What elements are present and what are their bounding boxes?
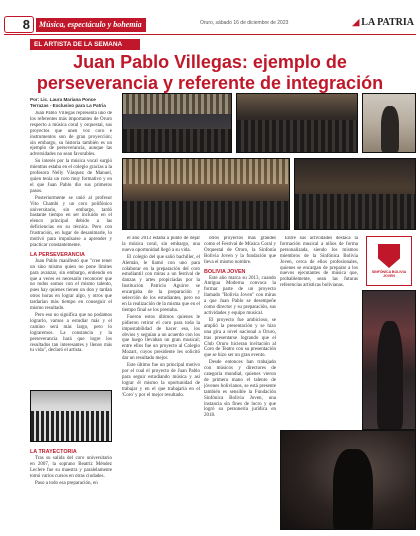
- section-title: Música, espectáculo y bohemia: [36, 18, 146, 32]
- conductor-portrait-photo: [362, 290, 416, 430]
- conductor-closeup-figure: [333, 449, 373, 530]
- subheading: LA PERSEVERANCIA: [30, 251, 85, 258]
- musicians-silhouette: [295, 194, 415, 229]
- conductor-figure: [377, 321, 403, 429]
- logo-text: SINFÓNICA BOLIVIA JOVEN: [371, 270, 407, 278]
- stage-lights: [123, 94, 231, 114]
- concert-hall-photo: [122, 158, 290, 230]
- sinfonica-logo: [366, 236, 412, 286]
- paragraph: otros proyectos más grandes como el Festival de Música Coral y Orquestal de Oruro, la Sinfonía Bolivia Joven y la fundación que lleva el mismo nombre.: [204, 236, 276, 265]
- hall-audience: [123, 201, 289, 229]
- orchestra-silhouette: [237, 120, 357, 152]
- paragraph: Posteriormente se unió al profesor Vito Chambi y un coro polifónico universitario, sin embargo, tardó bastante tiempo en ser incluido en el elenco principal debido a las deficiencias en su técnica. Pero con frustración, en lugar de desanimarle, lo motivó para impulsarse a aprender y practicar constantemente.: [30, 195, 112, 248]
- article-column-3: [204, 236, 276, 530]
- article-column-1: [30, 111, 112, 389]
- conductor-orchestra-photo: [294, 158, 416, 230]
- paragraph: El proyecto fue ambicioso, se amplió la presentación y se hizo una gira a nivel nacional a Oruro, tras presentarse logrando que el Club Oruro hicieran invitación al Coro de Teatro con su presentación que se hizo ser un gran evento.: [204, 317, 276, 359]
- paragraph: Desde entonces han trabajado con músicos y directores de categoría mundial, quienes vieron de primera mano el talento de jóvenes bolivianos, se está presente también es sensible la Fundación Sinfónica Bolivia Joven, una instancia sin fines de lucro y que logró su personería jurídica en 2018.: [204, 360, 276, 419]
- byline: Por: Lic. Laura Mariana Ponce Terrazas - Exclusivo para La Patria: [30, 97, 106, 108]
- subheading: LA TRAYECTORIA: [30, 449, 77, 455]
- article-column-2: [122, 236, 200, 530]
- paragraph: El colegio del que salió bachiller, el Alemán, le llamó con uno para colaborar en la preparación del coro estudiantil con miras a un festival de danzas y artes propiciadas por la Institución Patricio Aguirre se encargaba de la preparación y selección de los estudiantes, pero no en la realización de la misma que en el tiempo final se los prestaba.: [122, 254, 200, 313]
- paragraph: Fueron estos últimos quienes le pidieron retirar el coro para toda la impostabilidad de hacer eso, los obvios y seguían a un acuerdo con los que luego llevaban un gran musical; entre ellos fue un proyecto al Colegio Mozart, cuyos presidente les solicitó dar un resultado mejor.: [122, 314, 200, 362]
- soloist-photo: [362, 93, 416, 153]
- choir-stage-photo: [122, 93, 232, 153]
- paragraph: el año 2013 estaba a punto de dejar la música coral, sin embargo, una nueva oportunidad llegó a su vida.: [122, 236, 200, 253]
- paragraph: Juan Pablo Villegas representa uno de los referentes más importantes de Oruro respecto a música coral y orquestal, sus proyectos que unen voz coro e instrumentos son de gran proyección; sin embargo, su historia también es un ejemplo de perseverancia, aunque las adversidades no sean favorables.: [30, 111, 112, 158]
- hall-stage: [123, 159, 289, 184]
- soloist-figure: [381, 106, 399, 152]
- conductor-closeup-photo: [280, 430, 416, 530]
- subheading: BOLIVIA JOVEN: [204, 268, 246, 275]
- choir-group-photo: [30, 390, 112, 442]
- article-column-4: [280, 236, 358, 426]
- shield-icon: [378, 244, 400, 268]
- headline: Juan Pablo Villegas: ejemplo de perseverancia y referente de integración: [36, 52, 384, 93]
- paragraph: Pero eso no significa que no podamos lograrlo, vamos a estudiar más y el camino será más largo, pero lo lograremos. La constancia y la perseverancia hará que logre los resultados tan interesantes y llenos más tu vida", declaró el artista.: [30, 313, 112, 354]
- choir-silhouette: [31, 411, 111, 441]
- paragraph: Este año marca su 2013, cuando Antigua Moderna convoca la formar parte de un proyecto llamado "Bolivia Joven" con miras a que Juan Pablo se desempeñe como director y su preparación, sus actividades y equipo musical.: [204, 275, 276, 316]
- paragraph: Juan Pablo manifestó que "cree tener un sino mismo quien no pone límites para avanzar, sin embargo, entiendo en que a veces es necesario reconocer que no todos somos con el mismo talento, pues hay quienes tienen un don y tardan otros horas en lograr algo, y otros que tardarían más tiempo en conseguir el mismo resultado.: [30, 258, 112, 312]
- page-number-box: [4, 16, 34, 33]
- paragraph: Este último fue un principal motivo por el cual el proyecto de Juan Pablo para seguir estudiando música y así lograr él mismo la oportunidad de trabajar y en el que trabajaría en el 'Coro' y por el mejor resultado.: [122, 363, 200, 398]
- article-column-1b: [30, 446, 112, 530]
- kicker-label: EL ARTISTA DE LA SEMANA: [30, 39, 140, 50]
- audience-silhouette: [123, 129, 231, 152]
- paragraph: Paso a todo esa preparación, en: [35, 480, 98, 486]
- paragraph: Su interés por la música vocal surgió mientras estaba en el colegio gracias a la profesora Nelly Vásquez de Manuel, quien tenía un coro muy formativo y en el que Juan Pablo dio sus primeros pasos.: [30, 159, 112, 194]
- brand-logo: [352, 17, 414, 28]
- paragraph: Entre sus actividades destaca la formación musical a niños de forma personalizada, siendo los mismos miembros de la Sinfónica Bolivia Joven, cerca de ellos profesionales, quienes se encargan de preparar a los nuevos ejecutantes de música que, probablemente, sean las futuras referencias artísticas bolivianas.: [280, 236, 358, 289]
- page-number: 8: [22, 17, 30, 32]
- date-line: Oruro, sábado 16 de diciembre de 2023: [200, 20, 289, 26]
- orchestra-photo: [236, 93, 358, 153]
- page-header: [0, 0, 420, 36]
- header-rule: [4, 34, 416, 35]
- paragraph: Tras su salida del coro universitario en 2007, la soprano Beatriz Méndez Leclere fue su maestra y paralelamente tomó varios cursos en otras ciudades.: [30, 456, 112, 479]
- brand-name: LA PATRIA: [361, 17, 414, 28]
- brand-mark-icon: ◢: [352, 17, 360, 27]
